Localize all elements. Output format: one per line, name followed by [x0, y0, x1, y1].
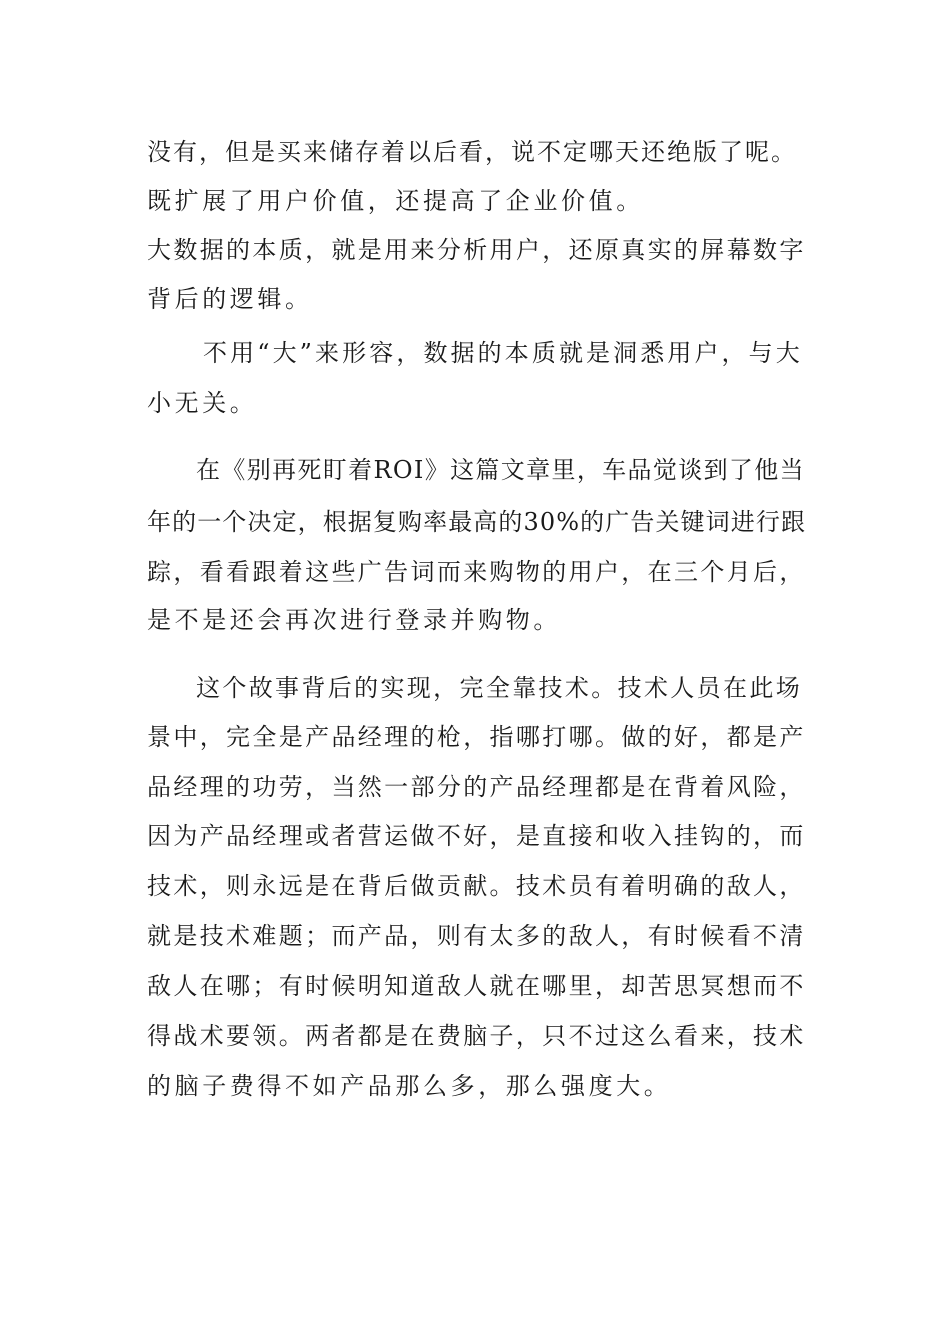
- text-line: 敌人在哪；有时候明知道敌人就在哪里，却苦思冥想而不: [147, 972, 806, 1000]
- text-line: 得战术要领。两者都是在费脑子，只不过这么看来，技术: [147, 1022, 806, 1050]
- text-line: 技术，则永远是在背后做贡献。技术员有着明确的敌人，: [147, 872, 806, 900]
- text-line: 的脑子费得不如产品那么多，那么强度大。: [147, 1072, 672, 1100]
- text-line: 踪，看看跟着这些广告词而来购物的用户，在三个月后，: [147, 558, 806, 586]
- text-line: 没有，但是买来储存着以后看，说不定哪天还绝版了呢。: [147, 138, 797, 166]
- text-line: 不用“大”来形容，数据的本质就是洞悉用户，与大: [203, 339, 803, 367]
- text-line: 因为产品经理或者营运做不好，是直接和收入挂钩的，而: [147, 822, 806, 850]
- text-line: 背后的逻辑。: [147, 285, 313, 313]
- text-line: 在《别再死盯着ROI》这篇文章里，车品觉谈到了他当: [196, 456, 805, 484]
- text-line: 是不是还会再次进行登录并购物。: [147, 606, 561, 634]
- text-line: 既扩展了用户价值，还提高了企业价值。: [147, 187, 644, 215]
- text-line: 大数据的本质，就是用来分析用户，还原真实的屏幕数字: [147, 236, 806, 264]
- text-line: 景中，完全是产品经理的枪，指哪打哪。做的好，都是产: [147, 723, 806, 751]
- text-line: 品经理的功劳，当然一部分的产品经理都是在背着风险，: [147, 773, 806, 801]
- text-line: 这个故事背后的实现，完全靠技术。技术人员在此场: [196, 674, 803, 702]
- text-line: 就是技术难题；而产品，则有太多的敌人，有时候看不清: [147, 922, 806, 950]
- text-line: 小无关。: [147, 389, 258, 417]
- text-line: 年的一个决定，根据复购率最高的30%的广告关键词进行跟: [147, 508, 807, 536]
